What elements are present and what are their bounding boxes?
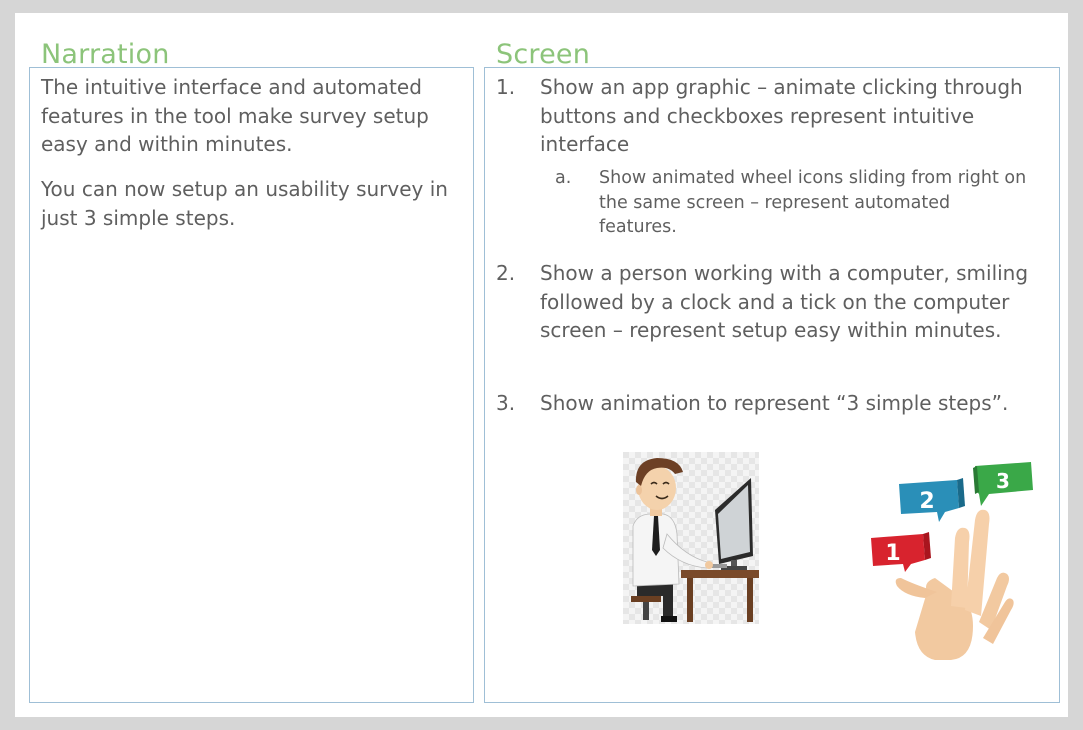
narration-paragraph: The intuitive interface and automated features in the tool make survey setup easy and within minutes. [41,75,429,156]
screen-heading: Screen [496,39,591,70]
step-text: Show a person working with a computer, smiling followed by a clock and a tick on the computer screen – represent setup easy within minutes. [540,261,1029,342]
narration-paragraph: You can now setup an usability survey in just 3 simple steps. [41,177,448,230]
slide [15,13,1068,717]
screen-panel [484,67,1060,703]
narration-panel [29,67,474,703]
step-number: 3. [496,391,516,415]
step-number: 1. [496,75,516,99]
person-at-computer-illustration [623,452,759,624]
badge-number: 2 [919,489,935,514]
step-number: 2. [496,261,516,285]
badge-number: 1 [885,541,901,566]
step-text: Show animation to represent “3 simple steps”. [540,391,1009,415]
sub-step-text: Show animated wheel icons sliding from right on the same screen – represent automated features. [599,168,1027,237]
step-text: Show an app graphic – animate clicking through buttons and checkboxes represent intuitive interface [540,75,1023,156]
sub-step-letter: a. [555,168,572,188]
badge-number: 3 [996,469,1010,493]
three-steps-hand-illustration [865,460,1035,660]
narration-heading: Narration [41,39,170,70]
